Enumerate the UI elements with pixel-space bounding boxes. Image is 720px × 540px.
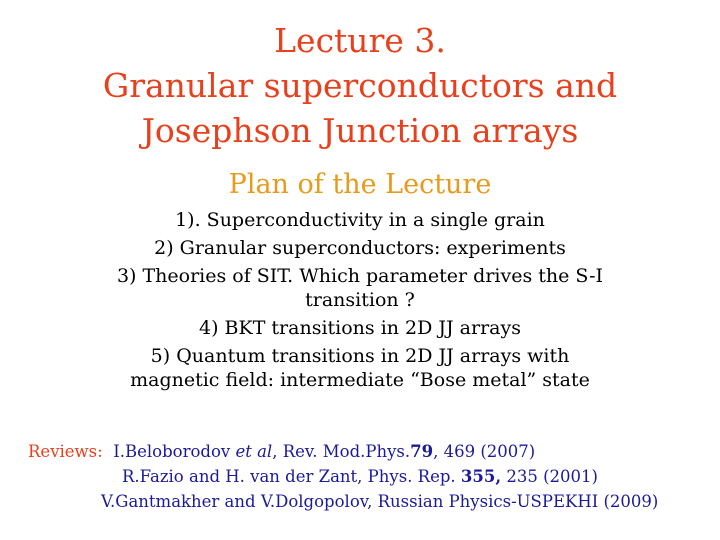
ref2-volume: 355, xyxy=(460,467,502,486)
plan-item-5-text-cont: magnetic field: intermediate “Bose metal” state xyxy=(130,369,590,391)
ref1-etal: et al xyxy=(235,442,273,461)
ref2-rest: 235 (2001) xyxy=(501,467,598,486)
slide-title xyxy=(0,18,720,153)
review-row-1 xyxy=(28,440,535,463)
plan-item-3-text-cont: transition ? xyxy=(305,289,415,311)
review-row-3 xyxy=(101,490,658,513)
ref1-journal: , Rev. Mod.Phys. xyxy=(272,442,411,461)
ref1-rest: , 469 (2007) xyxy=(433,442,536,461)
plan-item-1-text: 1). Superconductivity in a single grain xyxy=(175,209,545,231)
plan-item-3 xyxy=(40,264,680,312)
title-line-1: Lecture 3. xyxy=(274,21,446,60)
review-row-2 xyxy=(122,465,598,488)
plan-item-4 xyxy=(40,316,680,340)
plan-heading: Plan of the Lecture xyxy=(228,169,492,200)
ref1-authors: I.Beloborodov xyxy=(113,442,236,461)
plan-item-2-text: 2) Granular superconductors: experiments xyxy=(154,237,566,259)
plan-list xyxy=(40,208,680,396)
plan-item-3-text: 3) Theories of SIT. Which parameter drives the S-I xyxy=(116,265,604,287)
ref1-volume: 79 xyxy=(410,442,434,461)
plan-item-4-text: 4) BKT transitions in 2D JJ arrays xyxy=(199,317,521,339)
plan-item-2 xyxy=(40,236,680,260)
ref3-text: V.Gantmakher and V.Dolgopolov, Russian Physics-USPEKHI (2009) xyxy=(101,492,659,511)
plan-item-5 xyxy=(40,344,680,392)
plan-item-5-text: 5) Quantum transitions in 2D JJ arrays with xyxy=(150,345,570,367)
reviews-label: Reviews: xyxy=(28,442,103,461)
ref2-authors: R.Fazio and H. van der Zant, Phys. Rep. xyxy=(122,467,461,486)
plan-item-1 xyxy=(40,208,680,232)
title-line-3: Josephson Junction arrays xyxy=(141,111,579,150)
title-line-2: Granular superconductors and xyxy=(102,66,618,105)
